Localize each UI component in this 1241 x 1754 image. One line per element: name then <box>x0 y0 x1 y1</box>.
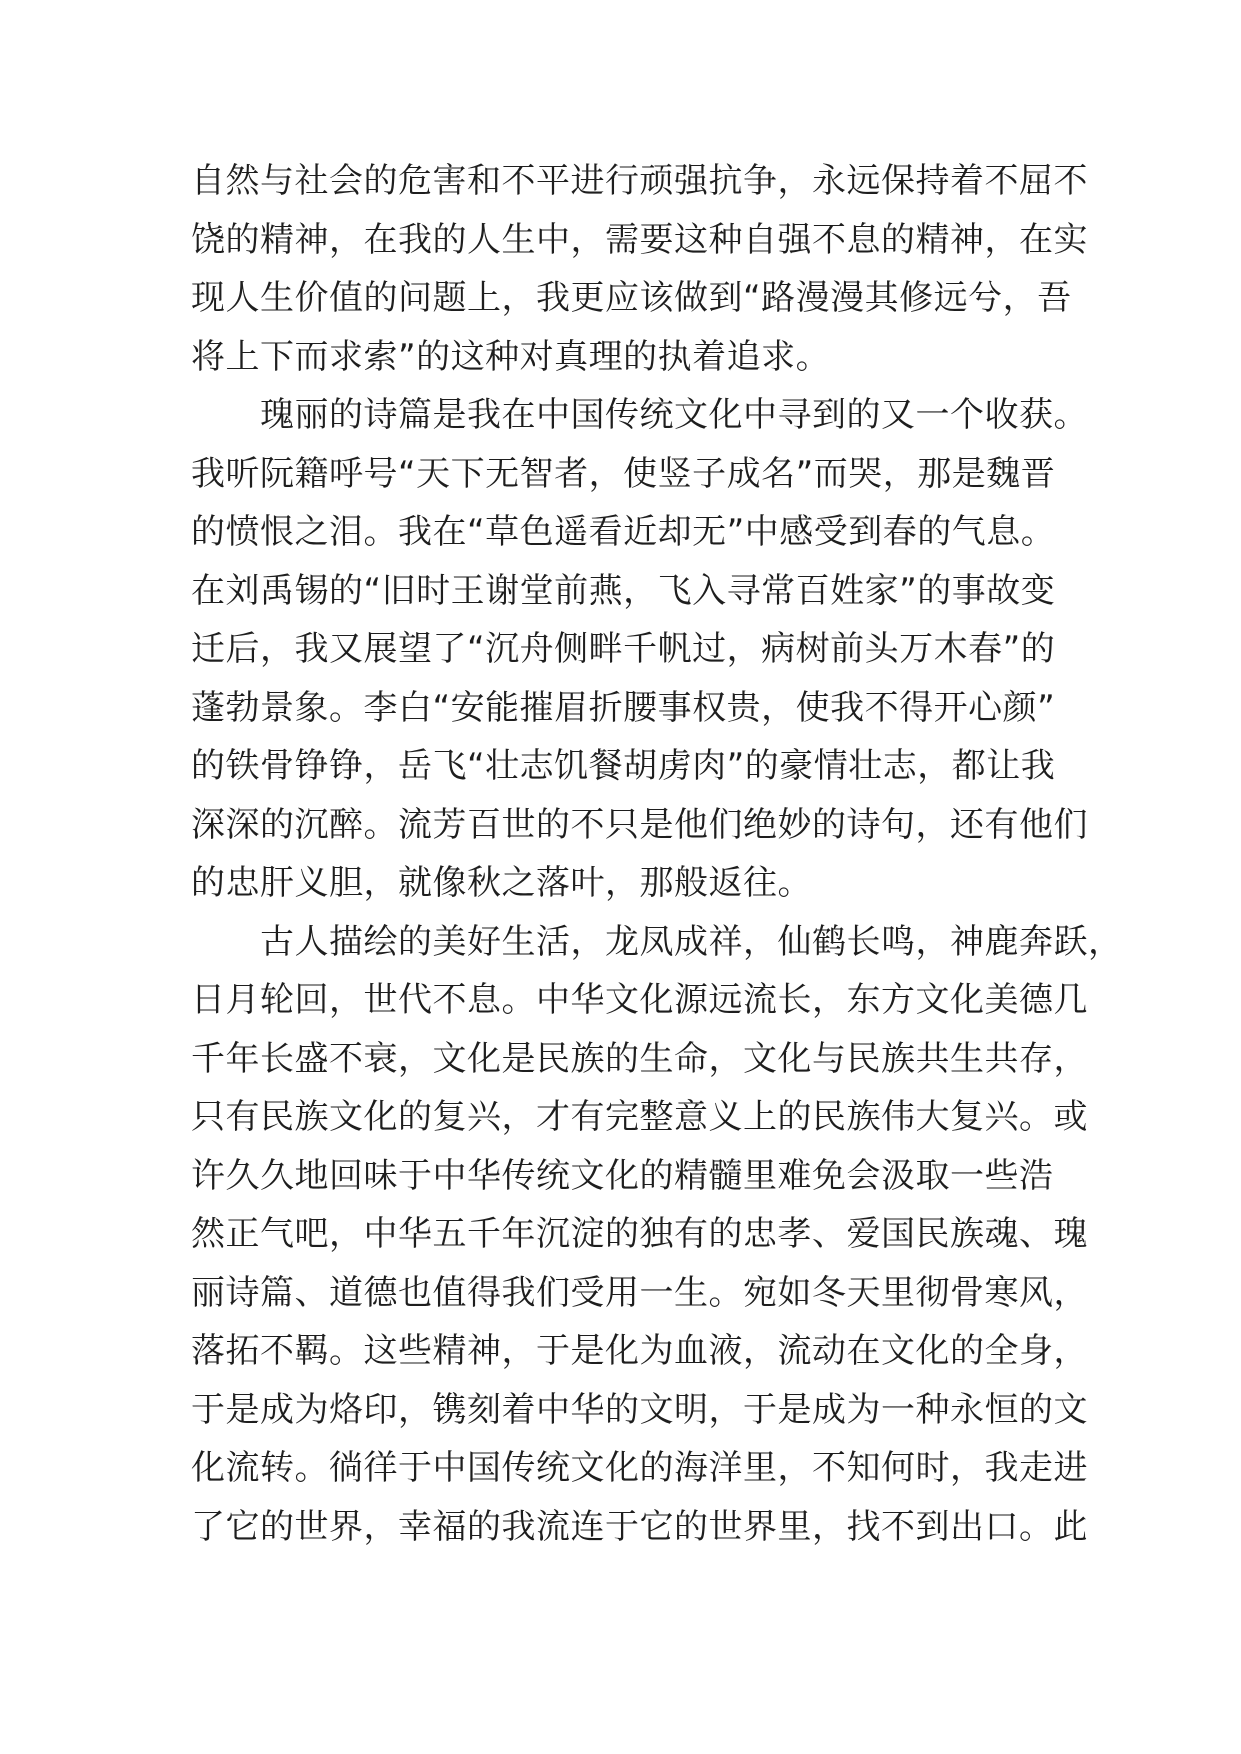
text-line: 只有民族文化的复兴，才有完整意义上的民族伟大复兴。或 <box>191 1097 1088 1137</box>
text-line: 瑰丽的诗篇是我在中国传统文化中寻到的又一个收获。 <box>191 395 1088 435</box>
text-line: 日月轮回，世代不息。中华文化源远流长，东方文化美德几 <box>191 980 1088 1020</box>
text-line: 我听阮籍呼号“天下无智者，使竖子成名”而哭，那是魏晋 <box>191 453 1056 494</box>
text-line: 将上下而求索”的这种对真理的执着追求。 <box>191 336 831 377</box>
text-line: 在刘禹锡的“旧时王谢堂前燕，飞入寻常百姓家”的事故变 <box>191 570 1056 611</box>
text-line: 深深的沉醉。流芳百世的不只是他们绝妙的诗句，还有他们 <box>191 804 1088 845</box>
document-body <box>191 152 1123 1556</box>
text-line: 迁后，我又展望了“沉舟侧畔千帆过，病树前头万木春”的 <box>191 629 1056 669</box>
text-line: 于是成为烙印，镌刻着中华的文明，于是成为一种永恒的文 <box>191 1389 1088 1430</box>
text-line: 化流转。徜徉于中国传统文化的海洋里，不知何时，我走进 <box>191 1448 1088 1488</box>
text-line: 饶的精神，在我的人生中，需要这种自强不息的精神，在实 <box>191 219 1088 260</box>
text-line: 许久久地回味于中华传统文化的精髓里难免会汲取一些浩 <box>191 1155 1054 1196</box>
text-line: 的愤恨之泪。我在“草色遥看近却无”中感受到春的气息。 <box>191 512 1056 552</box>
text-line: 的铁骨铮铮，岳飞“壮志饥餐胡虏肉”的豪情壮志，都让我 <box>191 746 1056 786</box>
text-line: 千年长盛不衰，文化是民族的生命，文化与民族共生共存， <box>191 1038 1088 1079</box>
text-line: 自然与社会的危害和不平进行顽强抗争，永远保持着不屈不 <box>191 161 1088 201</box>
text-line: 现人生价值的问题上，我更应该做到“路漫漫其修远兮，吾 <box>191 278 1072 318</box>
text-line: 然正气吧，中华五千年沉淀的独有的忠孝、爱国民族魂、瑰 <box>191 1214 1088 1254</box>
text-line: 蓬勃景象。李白“安能摧眉折腰事权贵，使我不得开心颜” <box>191 687 1056 728</box>
text-line: 了它的世界，幸福的我流连于它的世界里，找不到出口。此 <box>191 1506 1088 1547</box>
text-line: 的忠肝义胆，就像秋之落叶，那般返往。 <box>191 863 812 903</box>
text-line: 古人描绘的美好生活，龙凤成祥，仙鹤长鸣，神鹿奔跃， <box>191 921 1123 962</box>
text-line: 落拓不羁。这些精神，于是化为血液，流动在文化的全身， <box>191 1331 1088 1371</box>
text-line: 丽诗篇、道德也值得我们受用一生。宛如冬天里彻骨寒风， <box>191 1272 1088 1313</box>
